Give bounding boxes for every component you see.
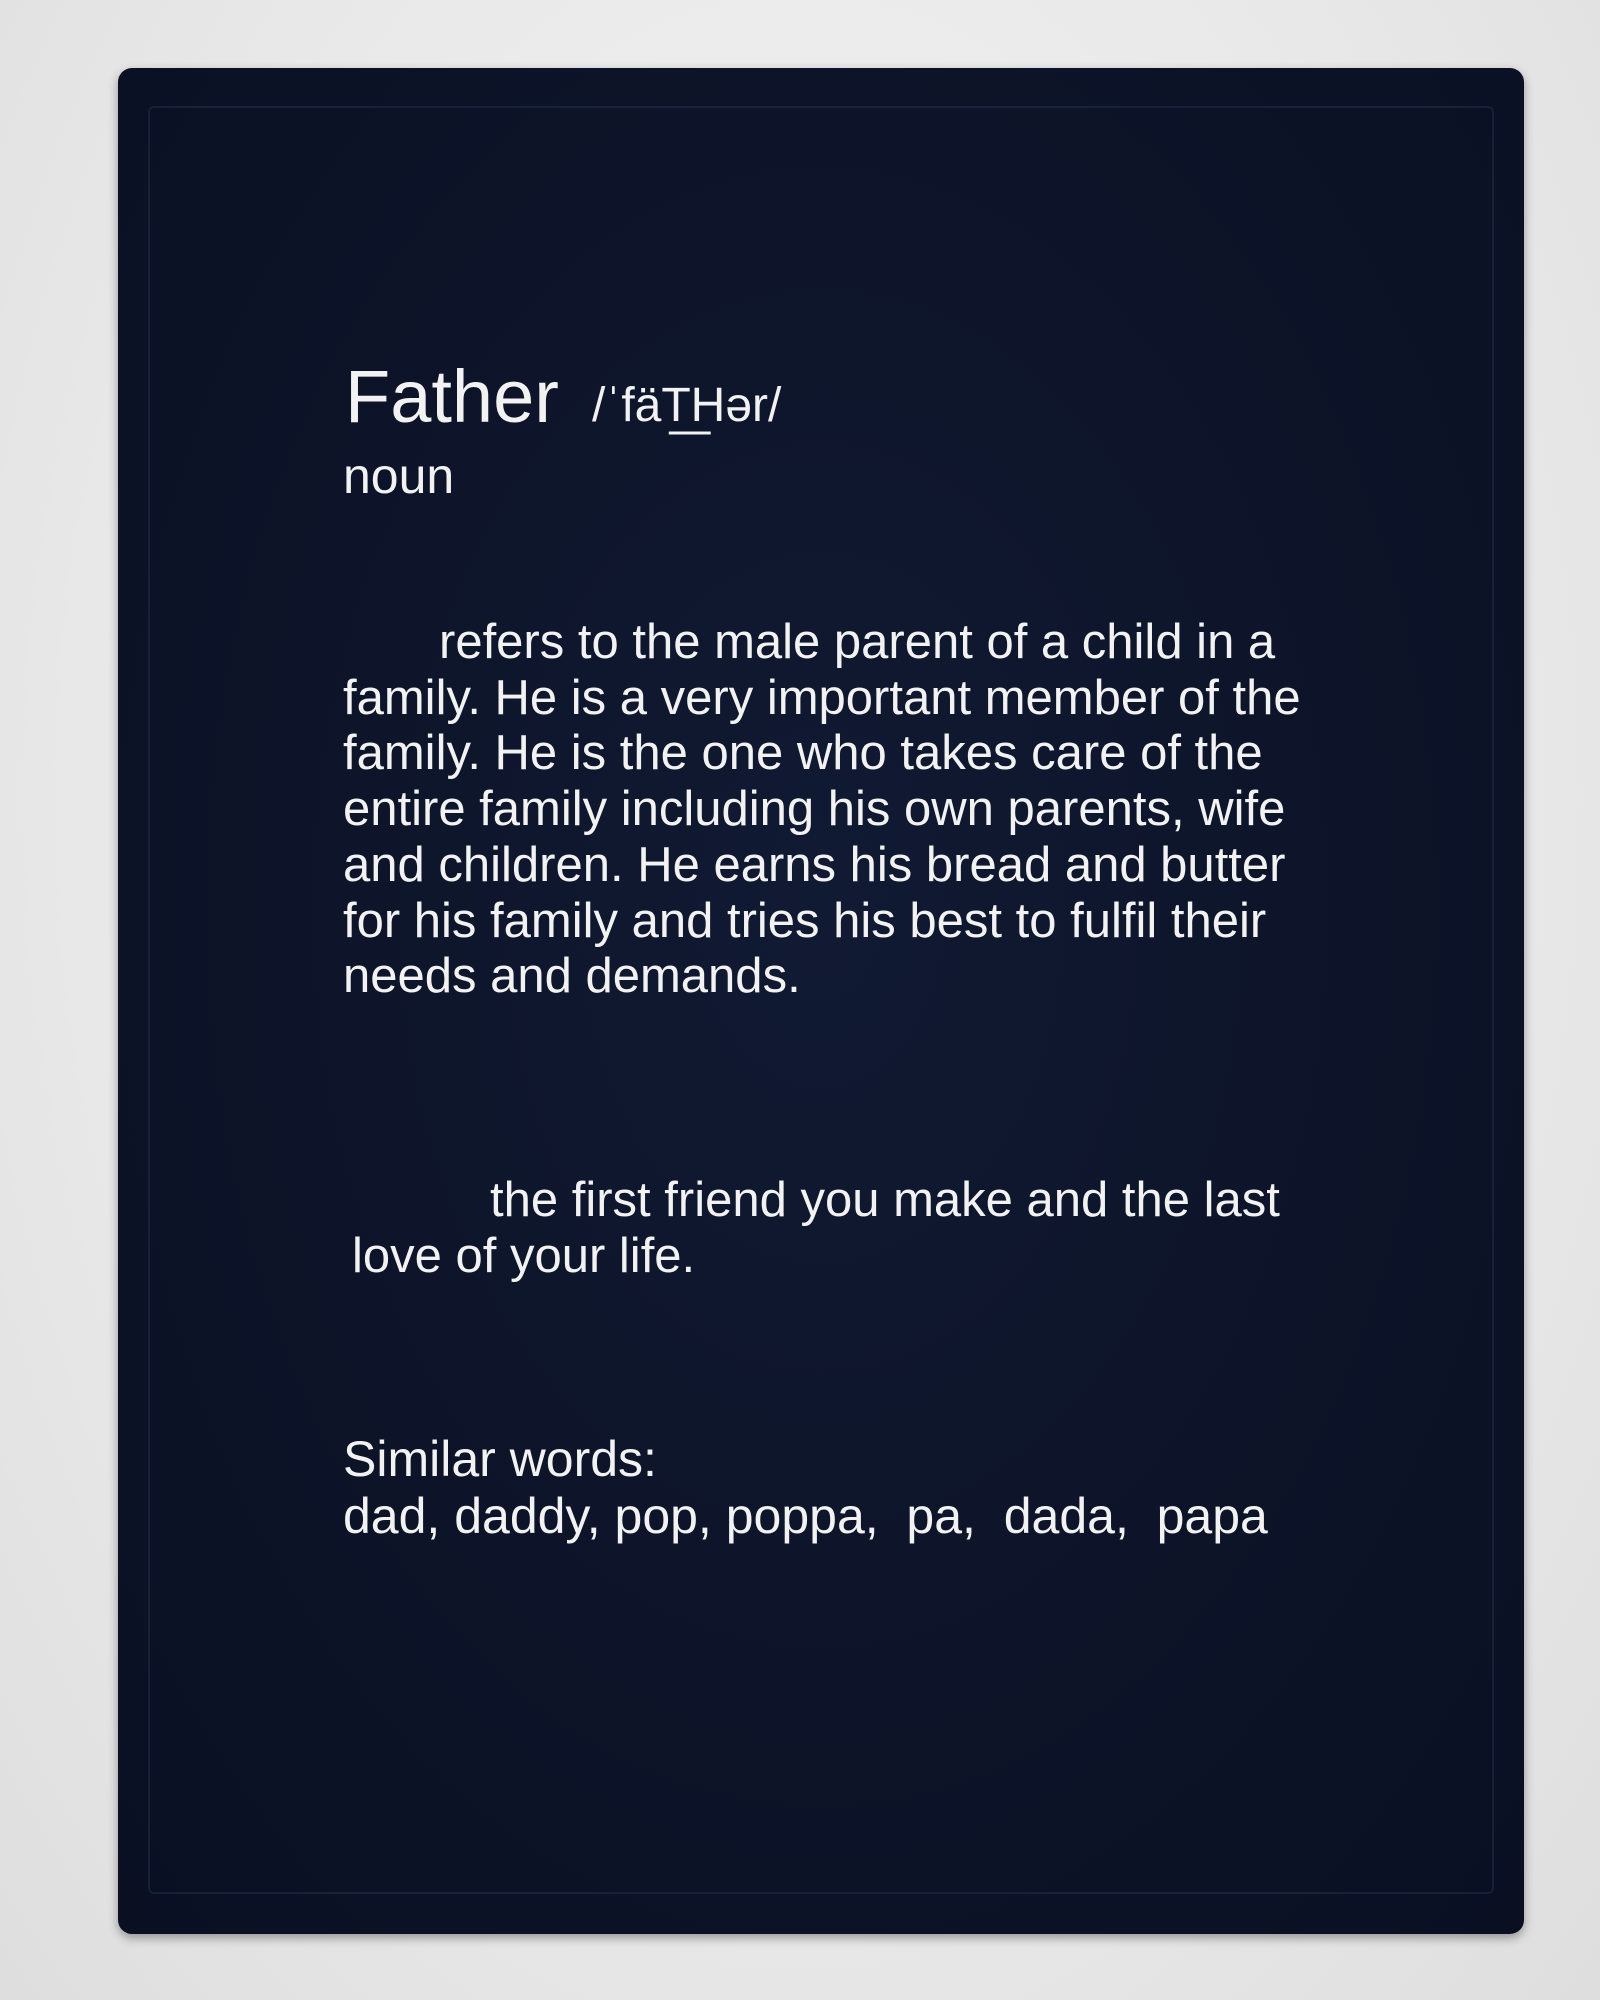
quote-line: love of your life. xyxy=(352,1229,696,1283)
definition-line: family. He is a very important member of the xyxy=(343,670,1301,725)
definition-line: family. He is the one who takes care of the xyxy=(343,726,1263,781)
definition-line: and children. He earns his bread and butter xyxy=(343,837,1286,892)
quote-line: the first friend you make and the last xyxy=(490,1173,1280,1227)
definition-line: for his family and tries his best to fulfil their xyxy=(343,893,1267,948)
entry-part-of-speech: noun xyxy=(343,448,455,504)
definition-line: refers to the male parent of a child in a xyxy=(439,615,1276,669)
definition-paragraph xyxy=(343,615,1343,1005)
entry-word: Father xyxy=(345,355,559,438)
entry-pronunciation: /ˈfäT͟Hər/ xyxy=(592,379,782,432)
quote-paragraph xyxy=(352,1172,1352,1284)
definition-line: needs and demands. xyxy=(343,949,801,1004)
similar-words-list: dad, daddy, pop, poppa, pa, dada, papa xyxy=(343,1488,1268,1544)
similar-words-label: Similar words: xyxy=(343,1431,657,1487)
definition-line: entire family including his own parents, wife xyxy=(343,782,1286,837)
